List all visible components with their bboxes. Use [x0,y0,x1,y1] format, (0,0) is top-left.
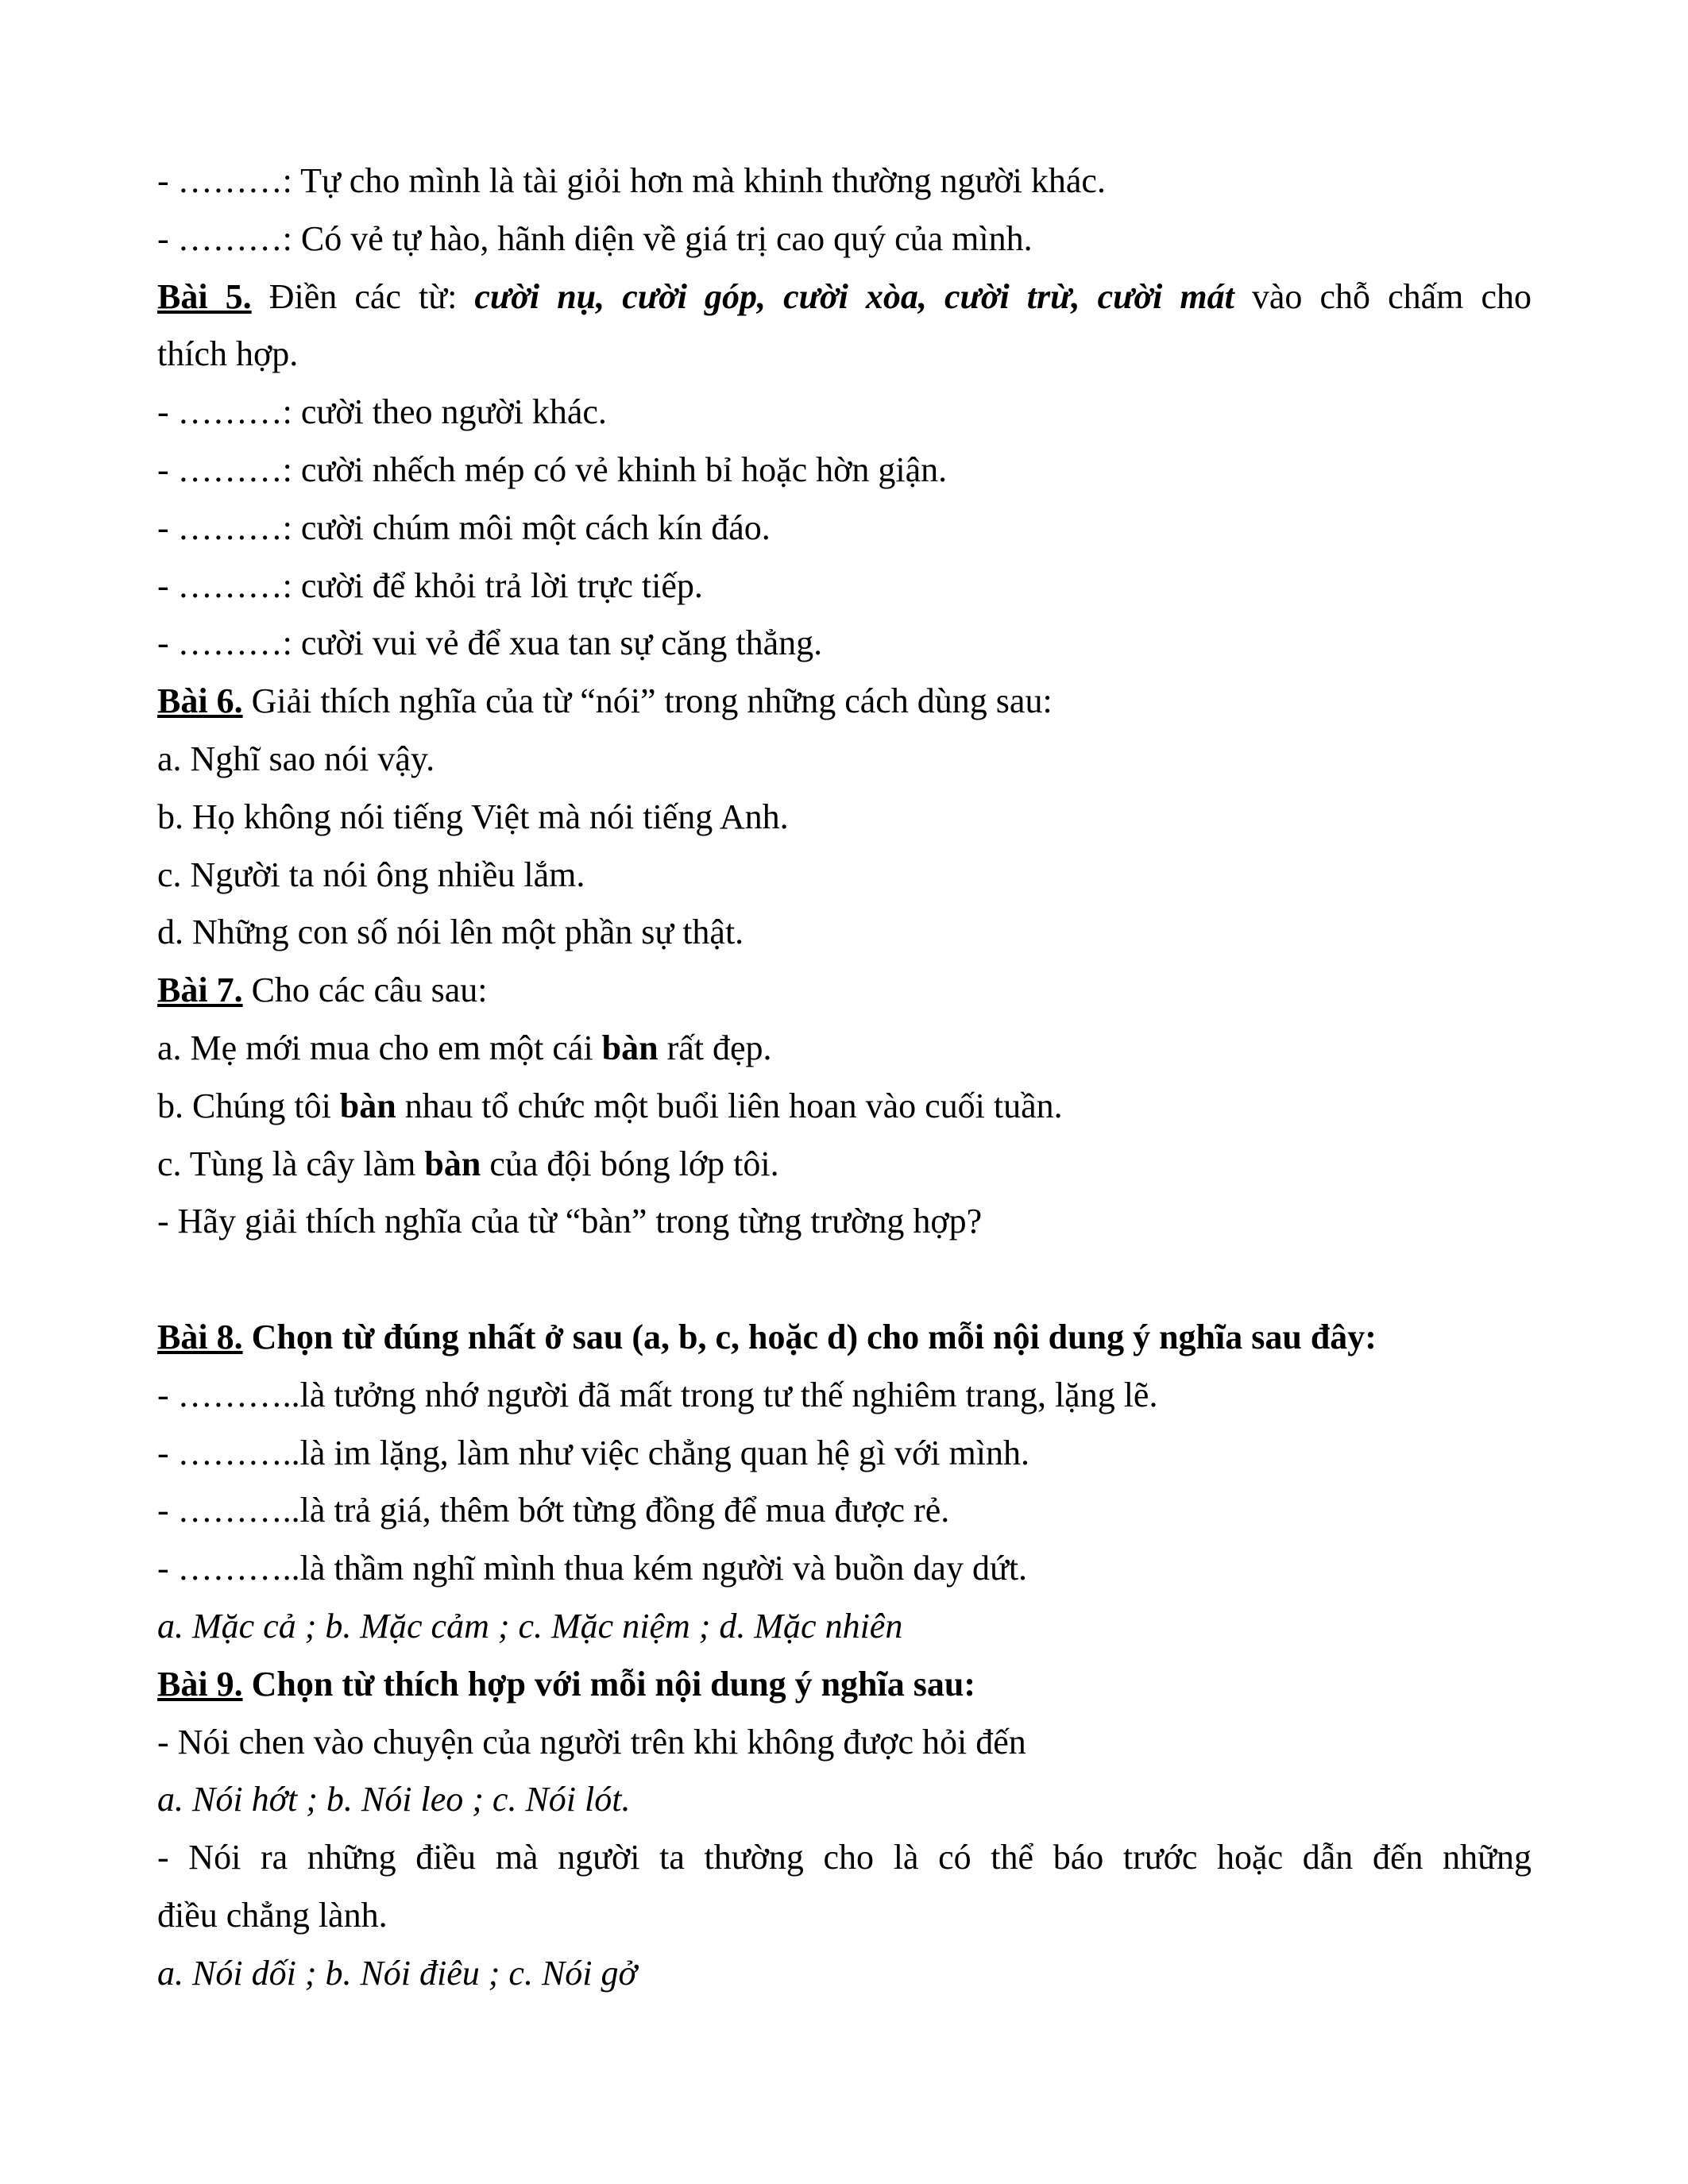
text-line: - ………: Tự cho mình là tài giỏi hơn mà khinh thường người khác. [157,161,1106,200]
highlighted-word: bàn [339,1086,396,1125]
exercise-5-intro-continued: thích hợp. [157,334,299,374]
exercise-8-item: - ………..là im lặng, làm như việc chẳng quan hệ gì với mình. [157,1433,1030,1472]
highlighted-word: bàn [601,1028,659,1067]
sentence-text: c. Tùng là cây làm [157,1144,425,1183]
exercise-8-options: a. Mặc cả ; b. Mặc cảm ; c. Mặc niệm ; d. Mặc nhiên [157,1606,903,1646]
exercise-5-item: - ………: cười nhếch mép có vẻ khinh bỉ hoặc hờn giận. [157,450,948,489]
exercise-6-item: d. Những con số nói lên một phần sự thật. [157,913,744,952]
exercise-7-sentence-b [157,1078,1532,1136]
exercise-7-intro: Cho các câu sau: [242,970,488,1010]
exercise-8-intro: Chọn từ đúng nhất ở sau (a, b, c, hoặc d) cho mỗi nội dung ý nghĩa sau đây: [242,1317,1377,1356]
exercise-8-item: - ………..là tưởng nhớ người đã mất trong tư thế nghiêm trang, lặng lẽ. [157,1375,1158,1414]
exercise-9-question-1-options: a. Nói hớt ; b. Nói leo ; c. Nói lót. [157,1780,631,1819]
exercise-7-question: - Hãy giải thích nghĩa của từ “bàn” trong từng trường hợp? [157,1202,983,1241]
exercise-6-intro: Giải thích nghĩa của từ “nói” trong những cách dùng sau: [242,681,1053,721]
exercise-6-item: c. Người ta nói ông nhiều lắm. [157,855,585,894]
sentence-text: rất đẹp. [658,1028,772,1067]
exercise-5-intro-end: vào chỗ chấm cho [1234,276,1532,316]
exercise-5-heading [157,268,1532,326]
exercise-8-item: - ………..là thầm nghĩ mình thua kém người và buồn day dứt. [157,1549,1028,1588]
highlighted-word: bàn [424,1144,481,1183]
exercise-5-item: - ………: cười chúm môi một cách kín đáo. [157,507,771,547]
exercise-8-heading [157,1309,1532,1367]
exercise-5-word-list: cười nụ, cười góp, cười xòa, cười trừ, cười mát [474,276,1234,316]
exercise-5-item: - ………: cười vui vẻ để xua tan sự căng thẳng. [157,623,823,663]
exercise-6-heading [157,673,1532,731]
text-line: - ………: Có vẻ tự hào, hãnh diện về giá trị cao quý của mình. [157,218,1033,258]
document-page [157,152,1532,2003]
exercise-9-question-2: - Nói ra những điều mà người ta thường cho là có thể báo trước hoặc dẫn đến những [157,1838,1532,1877]
exercise-7-sentence-c [157,1136,1532,1194]
exercise-8-item: - ………..là trả giá, thêm bớt từng đồng để mua được rẻ. [157,1491,950,1530]
exercise-5-item: - ………: cười theo người khác. [157,392,607,432]
exercise-9-question-1: - Nói chen vào chuyện của người trên khi không được hỏi đến [157,1722,1026,1761]
sentence-text: của đội bóng lớp tôi. [481,1144,779,1183]
exercise-6-item: b. Họ không nói tiếng Việt mà nói tiếng Anh. [157,797,789,836]
exercise-8-label: Bài 8. [157,1317,243,1356]
exercise-6-item: a. Nghĩ sao nói vậy. [157,739,435,778]
exercise-5-label: Bài 5. [157,276,252,316]
exercise-7-label: Bài 7. [157,970,243,1010]
exercise-7-heading [157,962,1532,1020]
sentence-text: nhau tổ chức một buổi liên hoan vào cuối tuần. [396,1086,1063,1125]
exercise-9-label: Bài 9. [157,1664,243,1704]
exercise-6-label: Bài 6. [157,681,243,721]
sentence-text: a. Mẹ mới mua cho em một cái [157,1028,602,1067]
blank-line [157,1251,1532,1309]
exercise-5-intro: Điền các từ: [251,276,475,316]
exercise-9-heading [157,1656,1532,1714]
exercise-9-intro: Chọn từ thích hợp với mỗi nội dung ý nghĩa sau: [242,1664,975,1704]
exercise-7-sentence-a [157,1020,1532,1078]
exercise-9-question-2-options: a. Nói dối ; b. Nói điêu ; c. Nói gở [157,1953,638,1993]
exercise-9-question-2-continued: điều chẳng lành. [157,1895,388,1935]
exercise-5-item: - ………: cười để khỏi trả lời trực tiếp. [157,565,703,605]
sentence-text: b. Chúng tôi [157,1086,340,1125]
